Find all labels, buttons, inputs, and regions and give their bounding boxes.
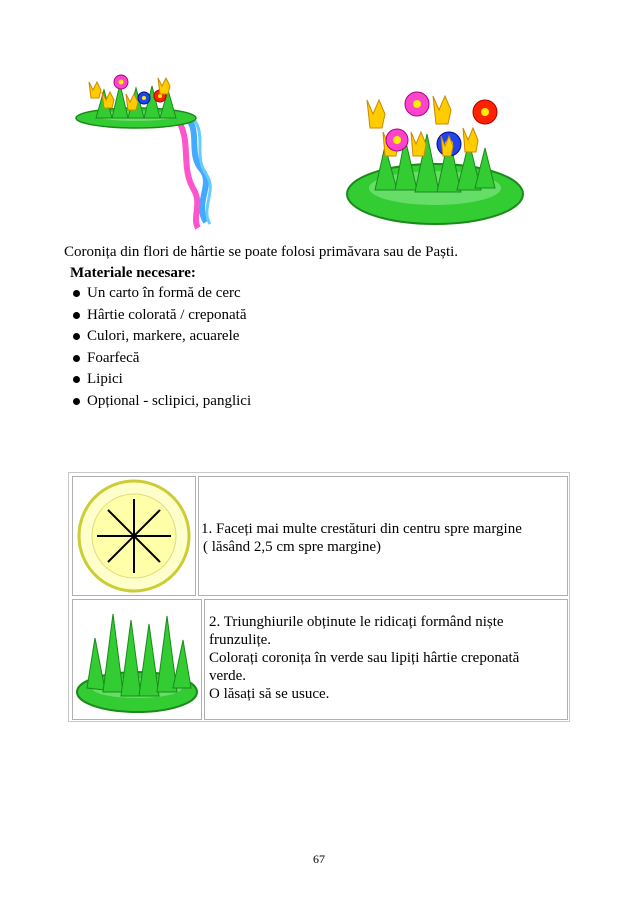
list-item: Lipici: [64, 370, 251, 392]
materials-list: [64, 284, 251, 414]
step-2-line-4: verde.: [209, 668, 247, 684]
materials-title: Materiale necesare:: [70, 265, 196, 281]
list-item: Hârtie colorată / creponată: [64, 306, 251, 328]
list-item: Culori, markere, acuarele: [64, 327, 251, 349]
step-2-image-cell: [72, 599, 202, 720]
step-1-text-cell: [198, 476, 568, 596]
step-2-line-1: 2. Triunghiurile obținute le ridicați formând niște: [209, 614, 504, 630]
list-item: Foarfecă: [64, 349, 251, 371]
flower-crown-illustration: [345, 88, 525, 228]
crown-with-ribbons-illustration: [74, 72, 246, 232]
step-2-line-3: Colorați coronița în verde sau lipiți hârtie creponată: [209, 650, 520, 666]
leaf-crown-illustration: [73, 600, 201, 719]
step-2-line-5: O lăsați să se usuce.: [209, 686, 330, 702]
list-item: Un carto în formă de cerc: [64, 284, 251, 306]
steps-table: [68, 472, 570, 722]
step-1-image-cell: [72, 476, 196, 596]
step-2-line-2: frunzulițe.: [209, 632, 272, 648]
list-item: Opțional - sclipici, panglici: [64, 392, 251, 414]
step-1-line-1: 1. Faceți mai multe crestături din centru spre margine: [201, 521, 522, 537]
page-number: 67: [313, 852, 325, 866]
step-2-text-cell: [204, 599, 568, 720]
cut-circle-illustration: [73, 477, 195, 595]
step-1-line-2: ( lăsând 2,5 cm spre margine): [203, 539, 382, 555]
intro-text: Coronița din flori de hârtie se poate folosi primăvara sau de Paști.: [64, 244, 459, 260]
